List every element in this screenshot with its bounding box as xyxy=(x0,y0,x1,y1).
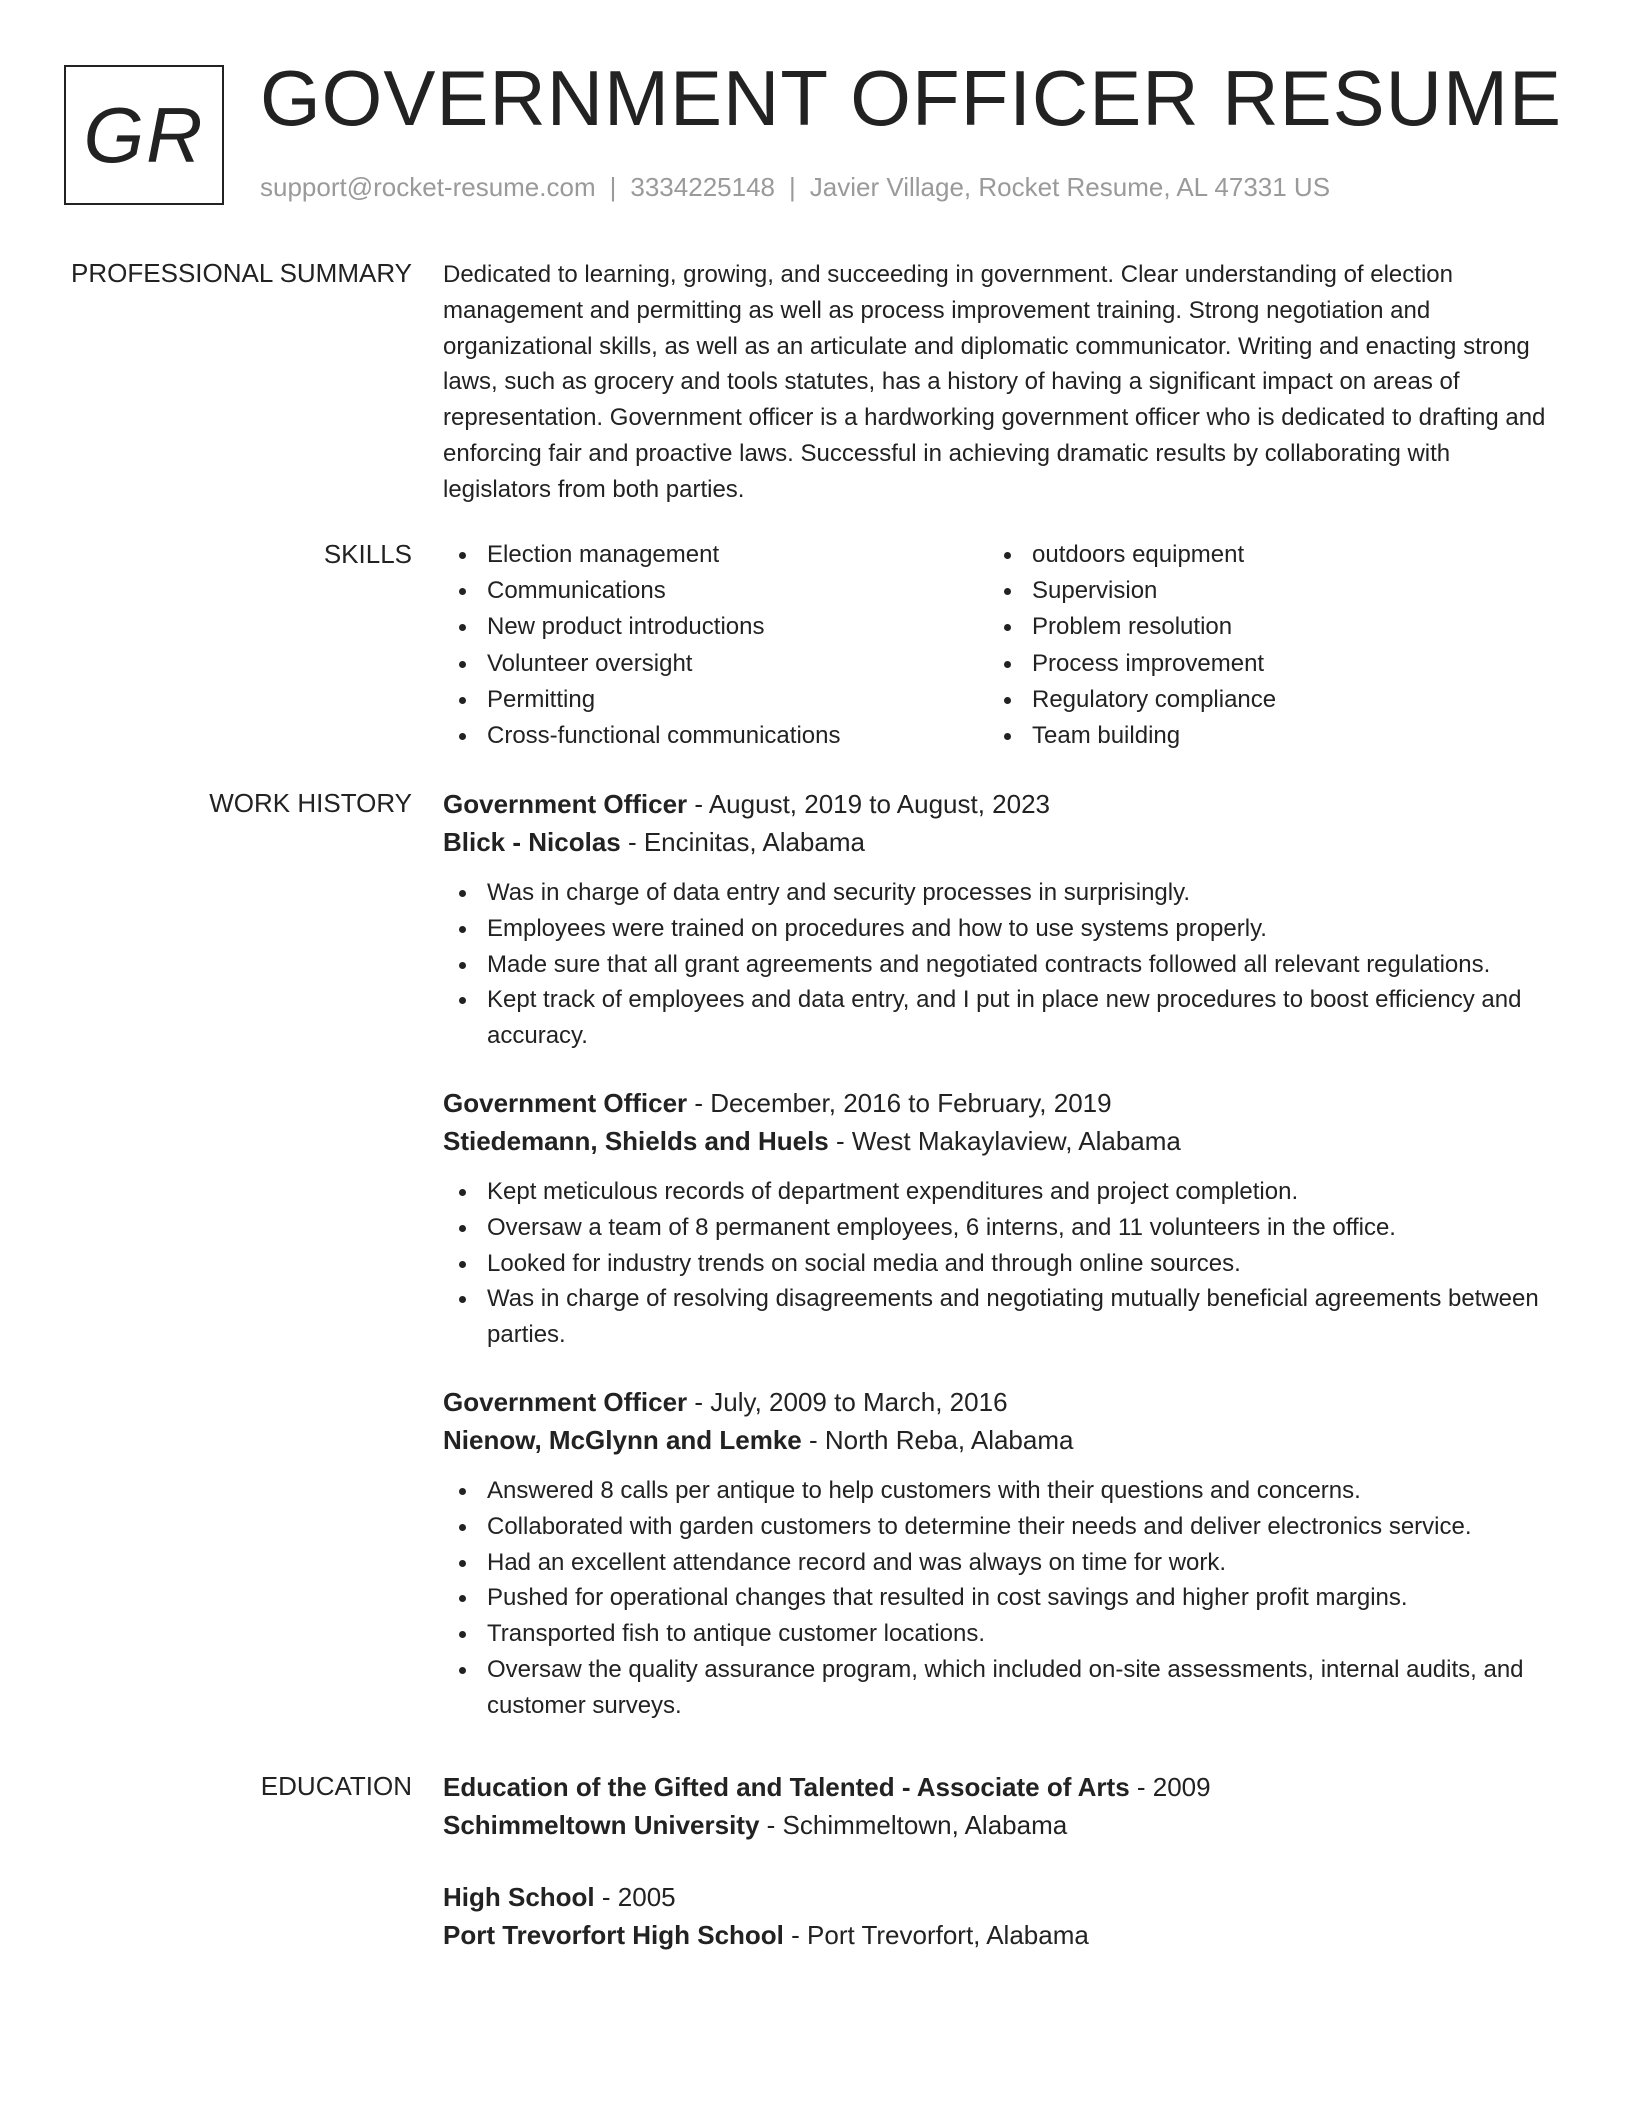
employer-name: Nienow, McGlynn and Lemke xyxy=(443,1424,802,1455)
employer-line xyxy=(443,1122,1563,1160)
skills-grid xyxy=(443,537,1563,754)
job-bullet: Collaborated with garden customers to determine their needs and deliver electronics service. xyxy=(443,1509,1563,1545)
skills-column-left xyxy=(443,537,988,754)
section-label-work: WORK HISTORY xyxy=(209,788,412,818)
job-bullet: Answered 8 calls per antique to help customers with their questions and concerns. xyxy=(443,1473,1563,1509)
section-label-skills: SKILLS xyxy=(323,539,412,569)
job-bullet: Transported fish to antique customer locations. xyxy=(443,1616,1563,1652)
contact-address: Javier Village, Rocket Resume, AL 47331 US xyxy=(809,172,1331,202)
job-entry xyxy=(443,1084,1563,1353)
degree-name: Education of the Gifted and Talented - Associate of Arts xyxy=(443,1772,1130,1802)
degree-line xyxy=(443,1878,1563,1916)
job-bullets xyxy=(443,875,1563,1054)
job-bullet: Was in charge of data entry and security processes in surprisingly. xyxy=(443,875,1563,911)
skill-item: Process improvement xyxy=(988,646,1533,682)
school-location: - Port Trevorfort, Alabama xyxy=(783,1920,1089,1950)
job-bullet: Had an excellent attendance record and was always on time for work. xyxy=(443,1545,1563,1581)
skill-item: outdoors equipment xyxy=(988,537,1533,573)
job-entry xyxy=(443,785,1563,1054)
contact-phone: 3334225148 xyxy=(630,172,775,202)
employer-line xyxy=(443,823,1563,861)
contact-line xyxy=(260,172,1330,203)
job-role: Government Officer xyxy=(443,1386,688,1417)
contact-separator: | xyxy=(609,172,617,202)
job-bullets xyxy=(443,1174,1563,1353)
school-line xyxy=(443,1916,1563,1954)
job-bullet: Kept track of employees and data entry, and I put in place new procedures to boost efficiency and accuracy. xyxy=(443,982,1563,1054)
skill-item: New product introductions xyxy=(443,609,988,645)
job-bullet: Looked for industry trends on social media and through online sources. xyxy=(443,1246,1563,1282)
job-bullet: Oversaw a team of 8 permanent employees, 6 interns, and 11 volunteers in the office. xyxy=(443,1210,1563,1246)
skill-item: Volunteer oversight xyxy=(443,646,988,682)
degree-year: - 2005 xyxy=(594,1882,676,1912)
job-dates: - August, 2019 to August, 2023 xyxy=(687,789,1051,819)
job-title-line xyxy=(443,1383,1563,1421)
skill-item: Communications xyxy=(443,573,988,609)
work-section xyxy=(443,785,1563,1754)
education-section xyxy=(443,1768,1563,1988)
degree-line xyxy=(443,1768,1563,1806)
summary-section xyxy=(443,257,1563,508)
skill-item: Team building xyxy=(988,718,1533,754)
job-role: Government Officer xyxy=(443,1087,688,1118)
job-dates: - July, 2009 to March, 2016 xyxy=(687,1386,1008,1417)
job-bullets xyxy=(443,1473,1563,1724)
employer-location: - West Makaylaview, Alabama xyxy=(828,1125,1181,1156)
initials-monogram: GR xyxy=(64,65,224,205)
employer-location: - North Reba, Alabama xyxy=(801,1424,1074,1455)
school-line xyxy=(443,1806,1563,1844)
job-bullet: Made sure that all grant agreements and negotiated contracts followed all relevant regulations. xyxy=(443,947,1563,983)
employer-line xyxy=(443,1421,1563,1459)
skill-item: Problem resolution xyxy=(988,609,1533,645)
skills-section xyxy=(443,537,1563,754)
job-bullet: Employees were trained on procedures and how to use systems properly. xyxy=(443,911,1563,947)
degree-name: High School xyxy=(443,1882,595,1912)
education-entry xyxy=(443,1878,1563,1954)
employer-location: - Encinitas, Alabama xyxy=(620,827,865,857)
job-entry xyxy=(443,1383,1563,1724)
job-bullet: Pushed for operational changes that resulted in cost savings and higher profit margins. xyxy=(443,1580,1563,1616)
school-name: Schimmeltown University xyxy=(443,1810,760,1840)
job-bullet: Was in charge of resolving disagreements and negotiating mutually beneficial agreements between parties. xyxy=(443,1281,1563,1353)
contact-email: support@rocket-resume.com xyxy=(260,172,596,202)
skills-column-right xyxy=(988,537,1533,754)
school-location: - Schimmeltown, Alabama xyxy=(759,1810,1068,1840)
education-entry xyxy=(443,1768,1563,1844)
skill-item: Cross-functional communications xyxy=(443,718,988,754)
job-bullet: Kept meticulous records of department expenditures and project completion. xyxy=(443,1174,1563,1210)
section-label-education: EDUCATION xyxy=(260,1771,412,1801)
employer-name: Blick - Nicolas xyxy=(443,827,621,857)
contact-separator: | xyxy=(789,172,796,202)
section-label-summary: PROFESSIONAL SUMMARY xyxy=(71,258,412,288)
skill-item: Permitting xyxy=(443,682,988,718)
job-bullet: Oversaw the quality assurance program, which included on-site assessments, internal audits, and customer surveys. xyxy=(443,1652,1563,1724)
job-title-line xyxy=(443,785,1563,823)
summary-text: Dedicated to learning, growing, and succeeding in government. Clear understanding of election management and permitting as well as process improvement training. Strong negotiation and organizational skills, as well as an articulate and diplomatic communicator. Writing and enacting strong laws, such as grocery and tools statutes, has a history of having a significant impact on areas of representation. Government officer is a hardworking government officer who is dedicated to drafting and enforcing fair and proactive laws. Successful in achieving dramatic results by collaborating with legislators from both parties. xyxy=(443,261,1546,503)
employer-name: Stiedemann, Shields and Huels xyxy=(443,1125,829,1156)
job-dates: - December, 2016 to February, 2019 xyxy=(687,1087,1112,1118)
resume-title: GOVERNMENT OFFICER RESUME xyxy=(260,54,1562,142)
skill-item: Election management xyxy=(443,537,988,573)
degree-year: - 2009 xyxy=(1129,1772,1211,1802)
job-role: Government Officer xyxy=(443,789,688,819)
job-title-line xyxy=(443,1084,1563,1122)
skill-item: Supervision xyxy=(988,573,1533,609)
skill-item: Regulatory compliance xyxy=(988,682,1533,718)
school-name: Port Trevorfort High School xyxy=(443,1920,784,1950)
